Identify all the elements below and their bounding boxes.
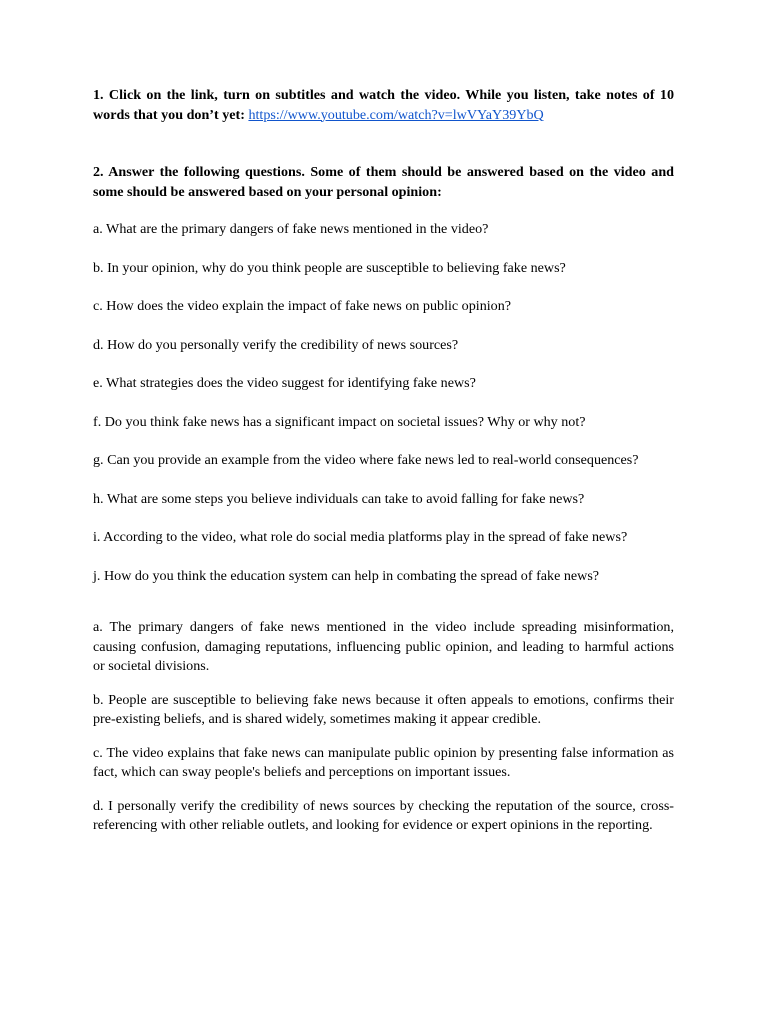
question-b: b. In your opinion, why do you think people are susceptible to believing fake news?	[93, 259, 566, 276]
question-f: f. Do you think fake news has a significant impact on societal issues? Why or why not?	[93, 413, 586, 430]
question-h: h. What are some steps you believe individuals can take to avoid falling for fake news?	[93, 490, 585, 507]
answer-b: b. People are susceptible to believing fake news because it often appeals to emotions, confirms their pre-existing beliefs, and is shared widely, sometimes making it appear credible.	[93, 691, 674, 727]
question-d: d. How do you personally verify the credibility of news sources?	[93, 336, 459, 353]
task-1-text: 1. Click on the link, turn on subtitles and watch the video. While you listen, take notes of 10 words that you don’t yet:	[93, 87, 674, 123]
document-page	[93, 86, 674, 850]
answer-d: d. I personally verify the credibility of news sources by checking the reputation of the source, cross-referencing with other reliable outlets, and looking for evidence or expert opinions in the reporting.	[93, 797, 674, 833]
question-c: c. How does the video explain the impact of fake news on public opinion?	[93, 298, 512, 314]
answer-a: a. The primary dangers of fake news mentioned in the video include spreading misinformation, causing confusion, damaging reputations, influencing public opinion, and leading to harmful actions or societal divisions.	[93, 619, 674, 674]
task-1-instruction	[93, 86, 674, 125]
question-a: a. What are the primary dangers of fake news mentioned in the video?	[93, 221, 489, 237]
question-e: e. What strategies does the video suggest for identifying fake news?	[93, 375, 476, 391]
youtube-video-link[interactable]: https://www.youtube.com/watch?v=lwVYaY39YbQ	[248, 106, 544, 123]
question-g: g. Can you provide an example from the video where fake news led to real-world consequences?	[93, 452, 639, 468]
question-i: i. According to the video, what role do social media platforms play in the spread of fake news?	[93, 529, 628, 545]
question-j: j. How do you think the education system can help in combating the spread of fake news?	[93, 567, 600, 584]
answer-c: c. The video explains that fake news can manipulate public opinion by presenting false information as fact, which can sway people's beliefs and perceptions on important issues.	[93, 744, 674, 780]
task-2-instruction: 2. Answer the following questions. Some of them should be answered based on the video and some should be answered based on your personal opinion:	[93, 164, 674, 200]
